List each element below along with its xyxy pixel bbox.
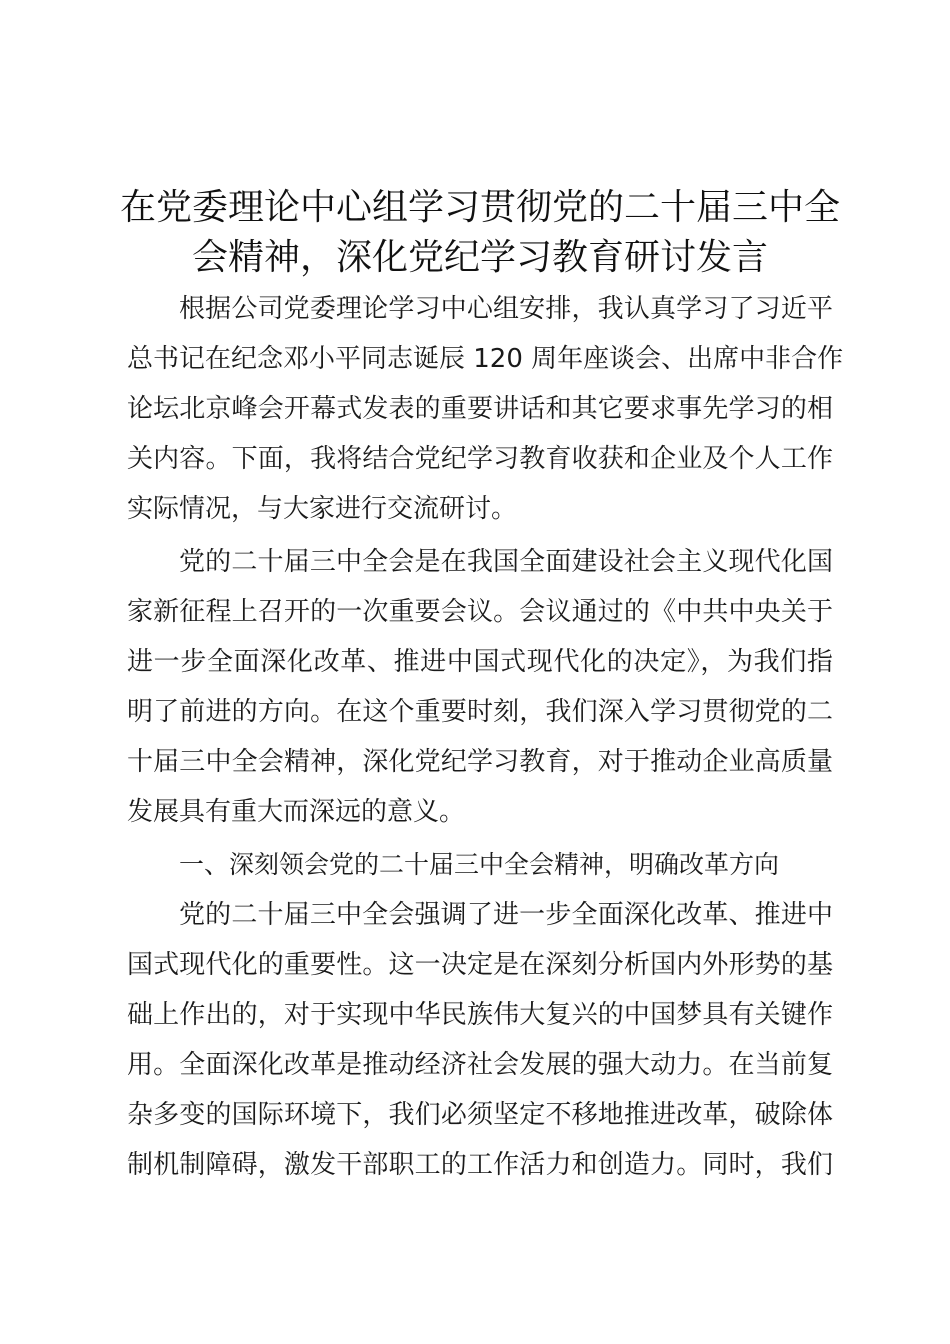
text-line: 国式现代化的重要性。这一决定是在深刻分析国内外形势的基 xyxy=(127,950,833,980)
document-title xyxy=(100,183,860,283)
text-line: 础上作出的，对于实现中华民族伟大复兴的中国梦具有关键作 xyxy=(127,1000,833,1030)
title-line-1: 在党委理论中心组学习贯彻党的二十届三中全 xyxy=(119,187,840,228)
text-line: 党的二十届三中全会是在我国全面建设社会主义现代化国 xyxy=(179,547,833,577)
section-heading: 一、深刻领会党的二十届三中全会精神，明确改革方向 xyxy=(179,850,780,879)
text-line: 论坛北京峰会开幕式发表的重要讲话和其它要求事先学习的相 xyxy=(127,394,833,424)
text-line: 制机制障碍，激发干部职工的工作活力和创造力。同时，我们 xyxy=(127,1150,833,1180)
text-line: 十届三中全会精神，深化党纪学习教育，对于推动企业高质量 xyxy=(127,747,833,777)
text-line: 关内容。下面，我将结合党纪学习教育收获和企业及个人工作 xyxy=(127,444,833,474)
text-line: 总书记在纪念邓小平同志诞辰 120 周年座谈会、出席中非合作 xyxy=(127,344,844,374)
title-line-2: 会精神，深化党纪学习教育研讨发言 xyxy=(191,237,768,278)
paragraph-background xyxy=(127,537,833,837)
text-line: 明了前进的方向。在这个重要时刻，我们深入学习贯彻党的二 xyxy=(127,697,833,727)
text-line: 用。全面深化改革是推动经济社会发展的强大动力。在当前复 xyxy=(127,1050,833,1080)
paragraph-intro xyxy=(127,284,844,534)
document-body xyxy=(127,284,844,1190)
paragraph-section-one xyxy=(127,890,833,1190)
text-line: 发展具有重大而深远的意义。 xyxy=(127,797,466,827)
text-line: 党的二十届三中全会强调了进一步全面深化改革、推进中 xyxy=(179,900,833,930)
text-line: 根据公司党委理论学习中心组安排，我认真学习了习近平 xyxy=(179,294,833,324)
text-line: 家新征程上召开的一次重要会议。会议通过的《中共中央关于 xyxy=(127,597,833,627)
text-line: 杂多变的国际环境下，我们必须坚定不移地推进改革，破除体 xyxy=(127,1100,833,1130)
text-line: 实际情况，与大家进行交流研讨。 xyxy=(127,494,518,524)
text-line: 进一步全面深化改革、推进中国式现代化的决定》，为我们指 xyxy=(127,647,833,677)
